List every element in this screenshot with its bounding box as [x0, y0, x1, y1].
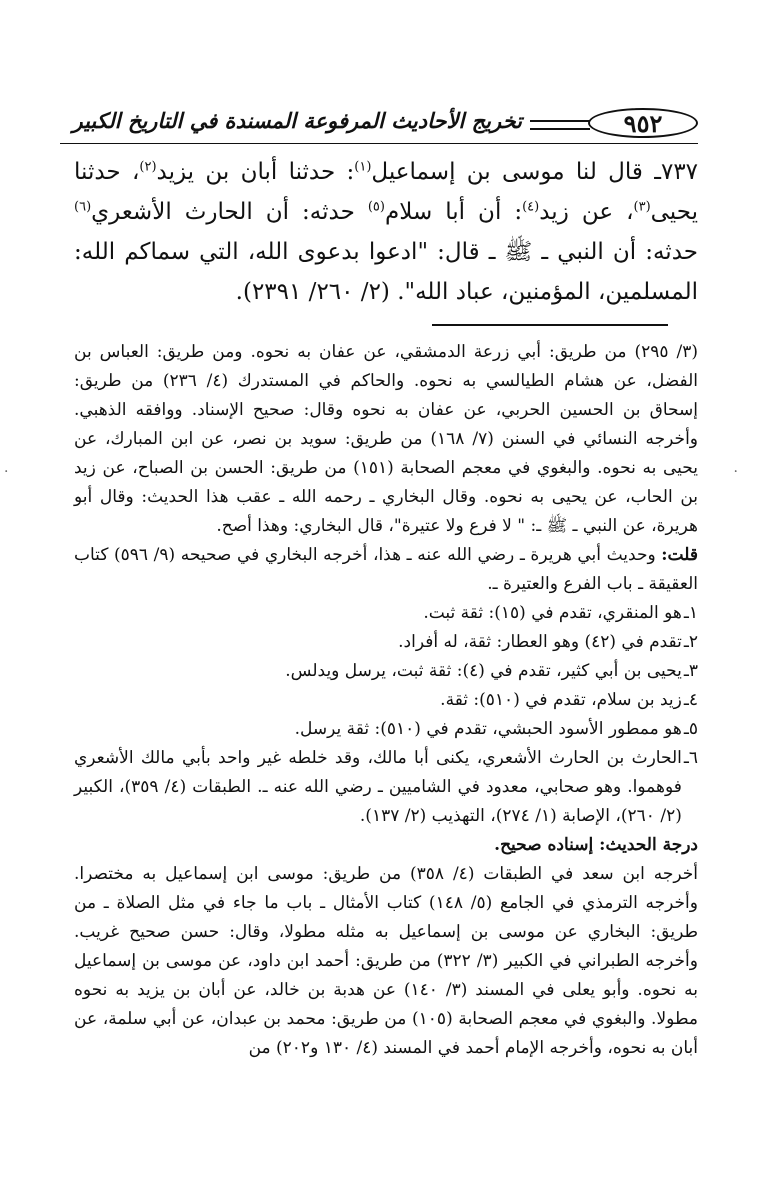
hadith-segment: : حدثنا أبان بن يزيد — [156, 159, 355, 185]
footnote-item — [74, 744, 698, 831]
header-underline — [60, 143, 698, 144]
footnote-divider — [432, 324, 668, 326]
continuation-paragraph: (٣/ ٢٩٥) من طريق: أبي زرعة الدمشقي، عن عفان به نحوه. ومن طريق: العباس بن الفضل، عن هشام الطيالسي به نحوه. والحاكم في المستدرك (٤/ ٢٣٦) من طريق: إسحاق بن الحسين الحربي، عن عفان به نحوه وقال: صحيح الإسناد. ووافقه الذهبي. وأخرجه النسائي في السنن (٧/ ١٦٨) من طريق: سويد بن نصر، عن ابن المبارك، عن يحيى به نحوه. والبغوي في معجم الصحابة (١٥١) من طريق: الحسن بن الصباح، عن زيد بن الحاب، عن يحيى به نحوه. وقال البخاري ـ رحمه الله ـ عقب هذا الحديث: وقال أبو هريرة، عن النبي ـ ﷺ ـ: " لا فرع ولا عتيرة"، قال البخاري: وهذا أصح. — [74, 342, 698, 536]
margin-dots-left: · — [4, 464, 9, 480]
footnote-number: ١ـ — [683, 603, 698, 623]
page-number: ٩٥٢ — [588, 108, 698, 138]
footnote-ref: (٢) — [139, 159, 157, 175]
header-ornament-rule — [530, 120, 590, 130]
footnote-number: ٤ـ — [683, 690, 698, 710]
takhrij-paragraph: أخرجه ابن سعد في الطبقات (٤/ ٣٥٨) من طريق: موسى ابن إسماعيل به مختصرا. وأخرجه الترمذي في الجامع (٥/ ١٤٨) كتاب الأمثال ـ باب ما جاء في مثل الصلاة ـ من طريق: البخاري عن موسى بن إسماعيل به مثله مطولا، وقال: حسن صحيح غريب. وأخرجه الطبراني في الكبير (٣/ ٣٢٢) من طريق: أحمد ابن داود، عن موسى بن إسماعيل به نحوه. وأبو يعلى في المسند (٣/ ١٤٠) عن هدبة بن خالد، عن أبان بن يزيد به نحوه مطولا. والبغوي في معجم الصحابة (١٠٥) من طريق: محمد بن عبدان، عن أبي سلمة، عن أبان به نحوه، وأخرجه الإمام أحمد في المسند (٤/ ١٣٠ و٢٠٢) من — [74, 864, 698, 1058]
hadith-segment: حدثه: أن الحارث الأشعري — [91, 199, 368, 225]
footnote-text: تقدم في (٤٢) وهو العطار: ثقة، له أفراد. — [398, 632, 682, 652]
footnote-item — [74, 686, 698, 715]
footnote-number: ٥ـ — [683, 719, 698, 739]
footnote-ref: (٤) — [522, 199, 540, 215]
hadith-segment: ، حدثنا يحيى — [74, 159, 698, 225]
footnote-number: ٦ـ — [683, 748, 698, 768]
hadith-segment: ، عن زيد — [539, 199, 634, 225]
margin-dots-right: · — [733, 464, 738, 480]
footnote-number: ٣ـ — [683, 661, 698, 681]
footnote-ref: (٣) — [633, 199, 651, 215]
footnote-text: يحيى بن أبي كثير، تقدم في (٤): ثقة ثبت، يرسل ويدلس. — [285, 661, 682, 681]
hadith-number: ٧٣٧ـ — [654, 159, 699, 185]
footnote-item — [74, 715, 698, 744]
footnote-item — [74, 657, 698, 686]
footnote-text: هو ممطور الأسود الحبشي، تقدم في (٥١٠): ثقة يرسل. — [294, 719, 682, 739]
footnote-ref: (٥) — [367, 199, 385, 215]
hadith-text — [74, 152, 698, 312]
qult-paragraph — [74, 541, 698, 599]
footnotes-section — [74, 338, 698, 1063]
page-header — [60, 104, 698, 144]
footnote-text: زيد بن سلام، تقدم في (٥١٠): ثقة. — [440, 690, 682, 710]
hadith-segment: حدثه: أن النبي ـ ﷺ ـ قال: "ادعوا بدعوى الله، التي سماكم الله: المسلمين، المؤمنين، عباد الله". (٢/ ٢٦٠/ ٢٣٩١). — [74, 239, 698, 305]
hadith-grade: درجة الحديث: إسناده صحيح. — [494, 835, 698, 855]
footnote-text: الحارث بن الحارث الأشعري، يكنى أبا مالك، وقد خلطه غير واحد بأبي مالك الأشعري فوهموا. وهو صحابي، معدود في الشاميين ـ رضي الله عنه ـ. الطبقات (٤/ ٣٥٩)، الكبير (٢/ ٢٦٠)، الإصابة (١/ ٢٧٤)، التهذيب (٢/ ١٣٧). — [74, 748, 682, 826]
footnote-item — [74, 628, 698, 657]
hadith-segment: : أن أبا سلام — [384, 199, 523, 225]
footnote-number: ٢ـ — [683, 632, 698, 652]
book-title: تخريج الأحاديث المرفوعة المسندة في التاريخ الكبير — [72, 108, 522, 133]
qult-label: قلت: — [661, 545, 698, 565]
footnote-ref: (٦) — [74, 199, 92, 215]
footnote-text: هو المنقري، تقدم في (١٥): ثقة ثبت. — [423, 603, 682, 623]
qult-text: وحديث أبي هريرة ـ رضي الله عنه ـ هذا، أخرجه البخاري في صحيحه (٩/ ٥٩٦) كتاب العقيقة ـ باب الفرع والعتيرة ـ. — [74, 545, 698, 594]
hadith-segment: قال لنا موسى بن إسماعيل — [371, 159, 643, 185]
footnote-ref: (١) — [354, 159, 372, 175]
footnote-item — [74, 599, 698, 628]
